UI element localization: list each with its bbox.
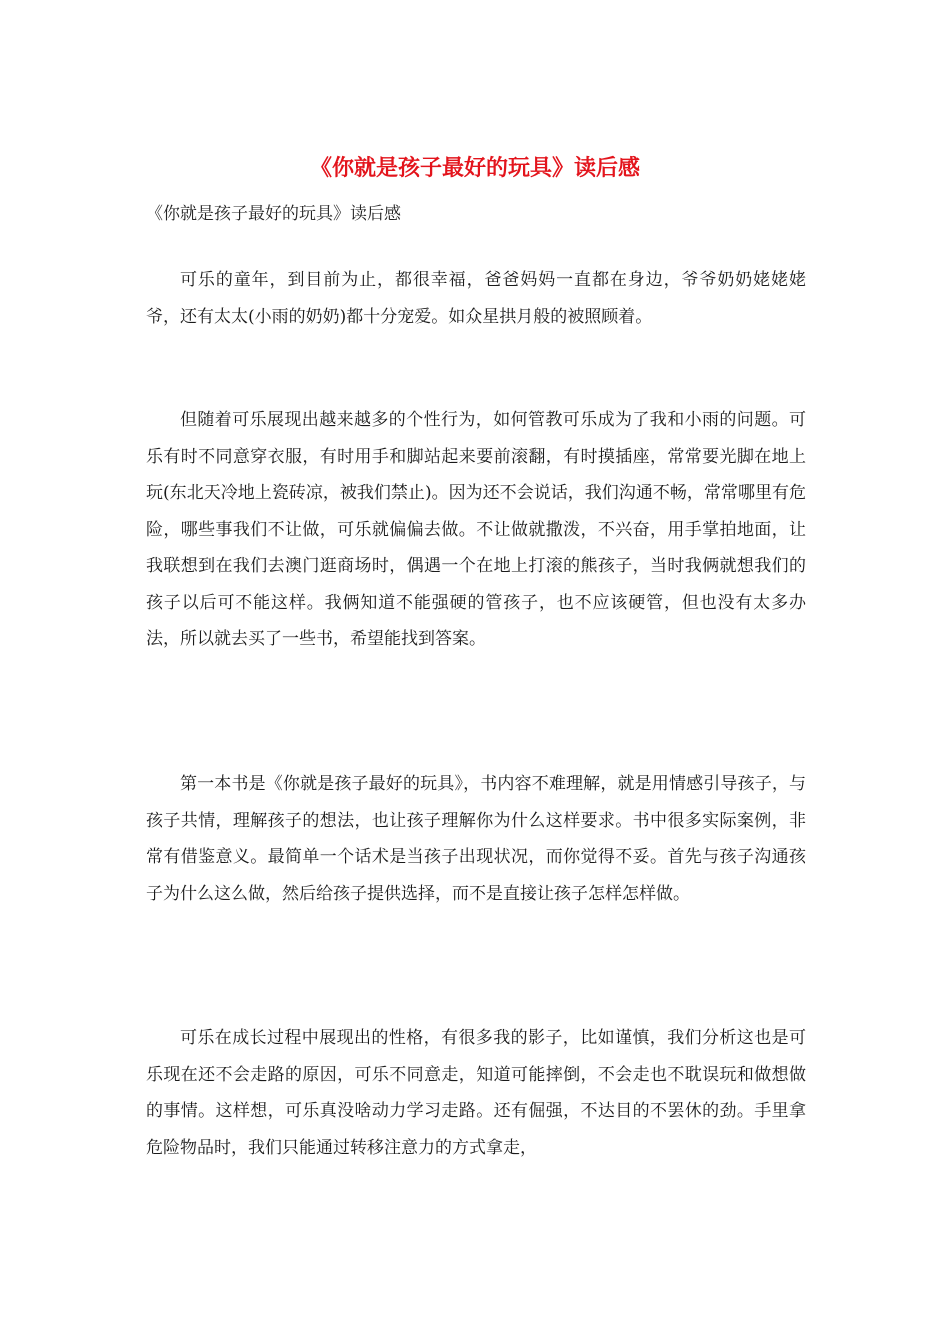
document-subtitle: 《你就是孩子最好的玩具》读后感: [146, 204, 401, 224]
document-title: 《你就是孩子最好的玩具》读后感: [309, 155, 640, 181]
paragraph-3: 第一本书是《你就是孩子最好的玩具》，书内容不难理解，就是用情感引导孩子，与孩子共情，理解孩子的想法，也让孩子理解你为什么这样要求。书中很多实际案例，非常有借鉴意义。最简单一个话术是当孩子出现状况，而你觉得不妥。首先与孩子沟通孩子为什么这么做，然后给孩子提供选择，而不是直接让孩子怎样怎样做。: [146, 774, 806, 904]
paragraph-4: 可乐在成长过程中展现出的性格，有很多我的影子，比如谨慎，我们分析这也是可乐现在还不会走路的原因，可乐不同意走，知道可能摔倒，不会走也不耽误玩和做想做的事情。这样想，可乐真没啥动力学习走路。还有倔强，不达目的不罢休的劲。手里拿危险物品时，我们只能通过转移注意力的方式拿走，: [146, 1028, 806, 1158]
paragraph-2: 但随着可乐展现出越来越多的个性行为，如何管教可乐成为了我和小雨的问题。可乐有时不同意穿衣服，有时用手和脚站起来要前滚翻，有时摸插座，常常要光脚在地上玩(东北天冷地上瓷砖凉，被我们禁止)。因为还不会说话，我们沟通不畅，常常哪里有危险，哪些事我们不让做，可乐就偏偏去做。不让做就撒泼，不兴奋，用手掌拍地面，让我联想到在我们去澳门逛商场时，偶遇一个在地上打滚的熊孩子，当时我俩就想我们的孩子以后可不能这样。我俩知道不能强硬的管孩子，也不应该硬管，但也没有太多办法，所以就去买了一些书，希望能找到答案。: [146, 410, 806, 649]
paragraph-1: 可乐的童年，到目前为止，都很幸福，爸爸妈妈一直都在身边，爷爷奶奶姥姥姥爷，还有太太(小雨的奶奶)都十分宠爱。如众星拱月般的被照顾着。: [146, 270, 806, 327]
